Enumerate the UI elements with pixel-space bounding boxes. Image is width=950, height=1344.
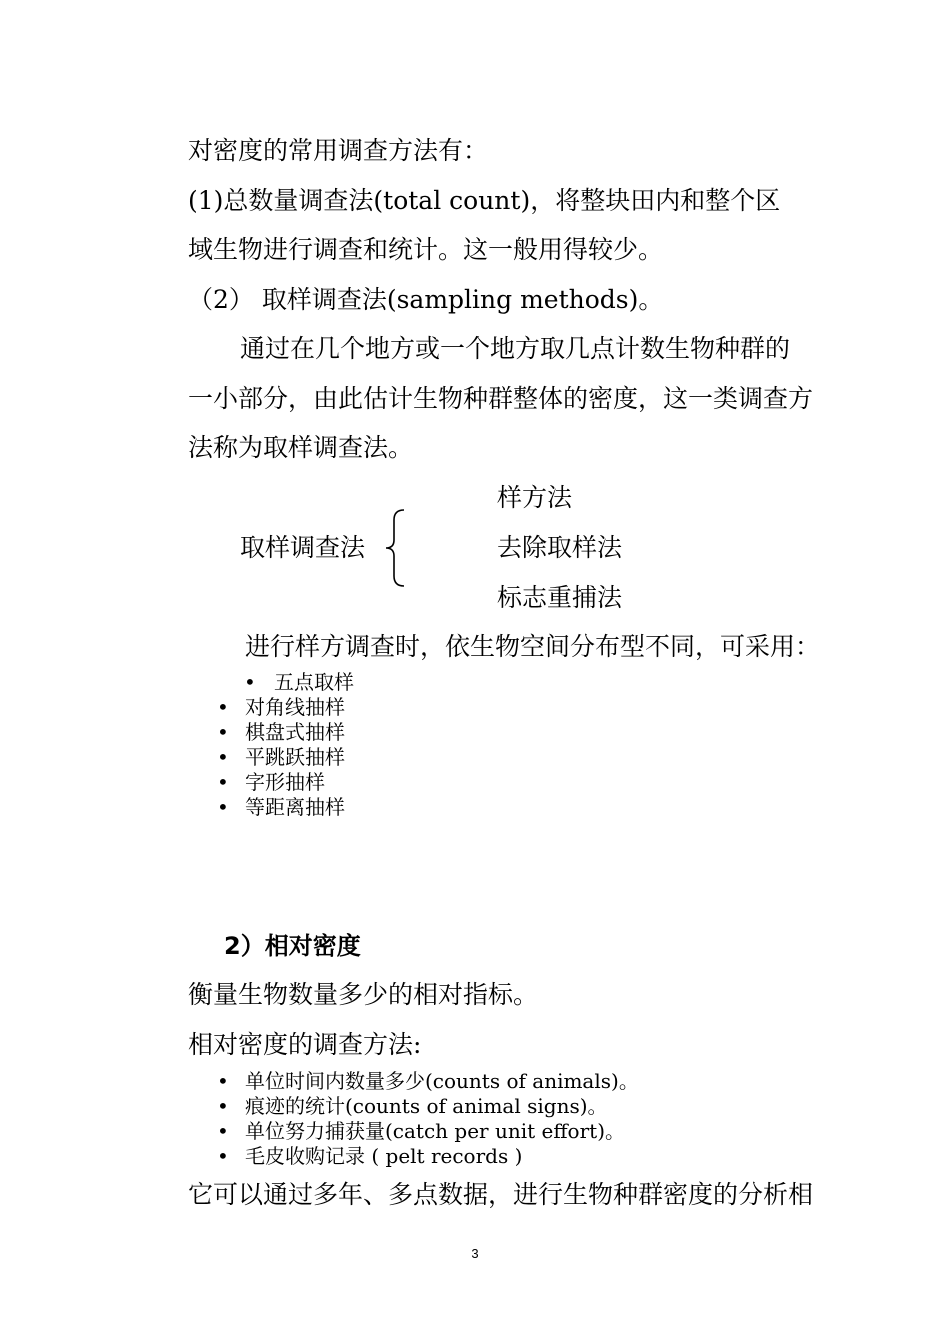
line-analysis: 它可以通过多年、多点数据，进行生物种群密度的分析相: [188, 1180, 814, 1209]
bullet-icon: •: [244, 670, 256, 694]
brace-icon: [380, 508, 410, 588]
line-total-count: (1)总数量调查法(total count)，将整块田内和整个区: [188, 186, 781, 215]
list-item: • 单位时间内数量多少(counts of animals)。: [217, 1069, 639, 1093]
list-item: • 痕迹的统计(counts of animal signs)。: [217, 1094, 608, 1118]
sampling-methods-list: [217, 670, 354, 820]
classification-item-mark-recapture: 标志重捕法: [497, 583, 623, 612]
relative-density-definition: 衡量生物数量多少的相对指标。: [188, 980, 539, 1009]
sampling-intro: 进行样方调查时，依生物空间分布型不同，可采用：: [245, 632, 821, 661]
list-item: • 等距离抽样: [217, 795, 345, 819]
page-number: 3: [471, 1246, 479, 1261]
classification-item-quadrat: 样方法: [497, 483, 573, 512]
relative-density-methods-list: [217, 1069, 639, 1169]
list-item: • 棋盘式抽样: [217, 720, 345, 744]
classification-item-removal: 去除取样法: [497, 533, 623, 562]
bullet-icon: •: [217, 720, 229, 744]
line-total-count-cont: 域生物进行调查和统计。这一般用得较少。: [188, 235, 664, 264]
list-item: • 对角线抽样: [217, 695, 345, 719]
line-sampling-desc-1: 通过在几个地方或一个地方取几点计数生物种群的: [240, 334, 791, 363]
list-item: • 毛皮收购记录 ( pelt records ): [217, 1144, 523, 1168]
bullet-icon: •: [217, 795, 229, 819]
section-heading: 2）相对密度: [224, 932, 361, 960]
list-item: • 平跳跃抽样: [217, 745, 345, 769]
bullet-icon: •: [217, 1144, 229, 1168]
bullet-icon: •: [217, 770, 229, 794]
line-methods-intro: 对密度的常用调查方法有：: [188, 136, 489, 165]
bullet-icon: •: [217, 1094, 229, 1118]
list-item: • 五点取样: [244, 670, 354, 694]
list-item: • 单位努力捕获量(catch per unit effort)。: [217, 1119, 625, 1143]
bullet-icon: •: [217, 745, 229, 769]
classification-root: 取样调查法: [240, 533, 366, 562]
line-sampling-desc-3: 法称为取样调查法。: [188, 433, 414, 462]
bullet-icon: •: [217, 695, 229, 719]
list-item: • 字形抽样: [217, 770, 325, 794]
line-sampling-method: （2） 取样调查法(sampling methods)。: [188, 285, 664, 314]
bullet-icon: •: [217, 1069, 229, 1093]
bullet-icon: •: [217, 1119, 229, 1143]
line-sampling-desc-2: 一小部分，由此估计生物种群整体的密度，这一类调查方: [188, 384, 814, 413]
relative-density-methods-title: 相对密度的调查方法:: [188, 1030, 422, 1059]
